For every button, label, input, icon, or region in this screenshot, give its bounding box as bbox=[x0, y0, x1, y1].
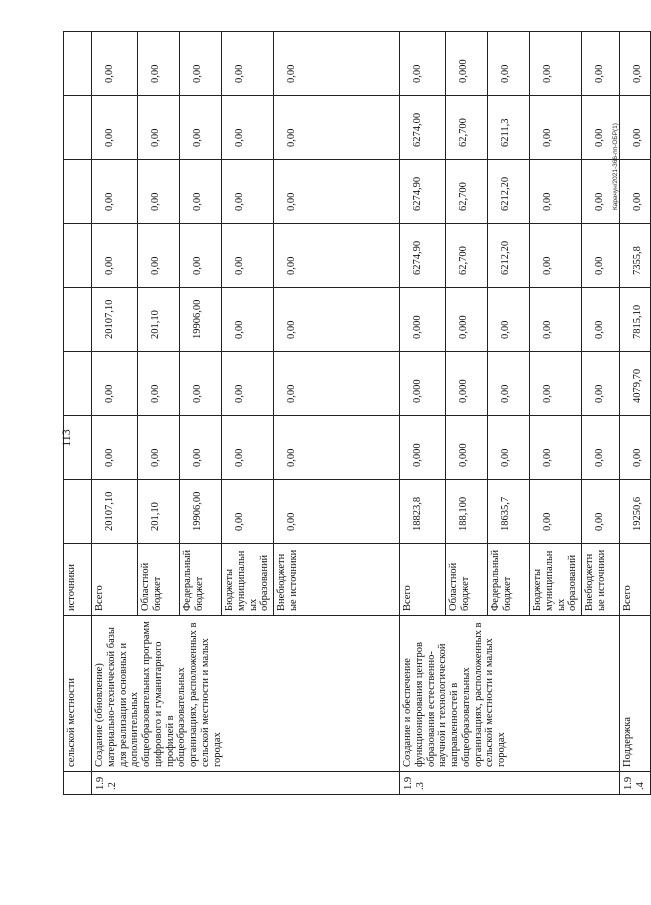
amount-cell: 4079,70 bbox=[620, 352, 651, 416]
amount-cell: 0,00 bbox=[620, 160, 651, 224]
amount-cell: 62,700 bbox=[446, 96, 488, 160]
amount-cell: 0,000 bbox=[400, 288, 446, 352]
header-sources-label: источники bbox=[64, 544, 92, 616]
amount-cell: 0,00 bbox=[222, 288, 274, 352]
funding-source: Всего bbox=[92, 544, 138, 616]
amount-cell: 0,00 bbox=[620, 32, 651, 96]
header-empty-cell bbox=[64, 224, 92, 288]
table-row bbox=[620, 32, 651, 795]
amount-cell: 6212,20 bbox=[488, 224, 530, 288]
section-code: 1.9.2 bbox=[92, 772, 400, 795]
amount-cell: 7815,10 bbox=[620, 288, 651, 352]
funding-source: Бюджеты муниципальных образований bbox=[530, 544, 582, 616]
amount-cell: 0,00 bbox=[180, 32, 222, 96]
header-empty-cell bbox=[64, 160, 92, 224]
amount-cell: 0,00 bbox=[488, 352, 530, 416]
amount-cell: 0,00 bbox=[222, 32, 274, 96]
amount-cell: 20107,10 bbox=[92, 288, 138, 352]
amount-cell: 18823,8 bbox=[400, 480, 446, 544]
amount-cell: 0,00 bbox=[274, 224, 400, 288]
page-number: 113 bbox=[59, 429, 73, 447]
amount-cell: 62,700 bbox=[446, 224, 488, 288]
amount-cell: 0,00 bbox=[138, 224, 180, 288]
amount-cell: 6212,20 bbox=[488, 160, 530, 224]
amount-cell: 0,00 bbox=[620, 416, 651, 480]
section-name: Поддержка bbox=[620, 616, 651, 772]
funding-source: Всего bbox=[400, 544, 446, 616]
amount-cell: 0,00 bbox=[138, 32, 180, 96]
amount-cell: 0,00 bbox=[530, 288, 582, 352]
rotated-table-container bbox=[63, 32, 646, 795]
funding-source: Областной бюджет bbox=[446, 544, 488, 616]
amount-cell: 0,00 bbox=[530, 352, 582, 416]
section-name: Создание (обновление) материально-технической базы для реализации основных и дополнительных общеобразовательных программ цифрового и гуманитарного профилей в общеобразовательных организациях, расположенных в сельской местности и малых городах bbox=[92, 616, 400, 772]
funding-source: Всего bbox=[620, 544, 651, 616]
amount-cell: 0,00 bbox=[488, 32, 530, 96]
amount-cell: 0,000 bbox=[400, 416, 446, 480]
amount-cell: 0,00 bbox=[180, 96, 222, 160]
header-empty-cell bbox=[64, 352, 92, 416]
section-code: 1.9.3 bbox=[400, 772, 620, 795]
amount-cell: 0,00 bbox=[582, 288, 620, 352]
amount-cell: 0,00 bbox=[138, 96, 180, 160]
amount-cell: 0,000 bbox=[446, 32, 488, 96]
amount-cell: 19906,00 bbox=[180, 288, 222, 352]
amount-cell: 0,00 bbox=[530, 480, 582, 544]
section-code: 1.9.4 bbox=[620, 772, 651, 795]
amount-cell: 0,00 bbox=[400, 32, 446, 96]
funding-source: Областной бюджет bbox=[138, 544, 180, 616]
amount-cell: 0,00 bbox=[274, 96, 400, 160]
amount-cell: 0,00 bbox=[274, 352, 400, 416]
amount-cell: 0,00 bbox=[180, 352, 222, 416]
amount-cell: 0,00 bbox=[274, 32, 400, 96]
header-empty-cell bbox=[64, 480, 92, 544]
table-row bbox=[400, 32, 446, 795]
header-empty-cell bbox=[64, 32, 92, 96]
amount-cell: 6274,90 bbox=[400, 224, 446, 288]
amount-cell: 0,000 bbox=[446, 288, 488, 352]
amount-cell: 0,00 bbox=[582, 32, 620, 96]
amount-cell: 20107,10 bbox=[92, 480, 138, 544]
amount-cell: 0,00 bbox=[582, 416, 620, 480]
amount-cell: 0,00 bbox=[222, 96, 274, 160]
amount-cell: 0,00 bbox=[530, 32, 582, 96]
budget-table bbox=[63, 31, 651, 795]
amount-cell: 19906,00 bbox=[180, 480, 222, 544]
amount-cell: 201,10 bbox=[138, 288, 180, 352]
footer-code: Карачун/2021-366-пп-ОБР(1) bbox=[612, 123, 619, 210]
amount-cell: 18635,7 bbox=[488, 480, 530, 544]
amount-cell: 0,00 bbox=[530, 160, 582, 224]
header-area-label: сельской местности bbox=[64, 616, 92, 772]
amount-cell: 0,00 bbox=[582, 224, 620, 288]
amount-cell: 0,00 bbox=[92, 160, 138, 224]
amount-cell: 0,00 bbox=[92, 352, 138, 416]
amount-cell: 0,00 bbox=[138, 160, 180, 224]
amount-cell: 0,00 bbox=[180, 416, 222, 480]
table-body bbox=[64, 32, 651, 795]
funding-source: Федеральный бюджет bbox=[180, 544, 222, 616]
amount-cell: 0,00 bbox=[92, 416, 138, 480]
amount-cell: 0,00 bbox=[138, 416, 180, 480]
amount-cell: 6274,90 bbox=[400, 160, 446, 224]
amount-cell: 0,00 bbox=[180, 224, 222, 288]
funding-source: Федеральный бюджет bbox=[488, 544, 530, 616]
amount-cell: 0,00 bbox=[274, 416, 400, 480]
amount-cell: 201,10 bbox=[138, 480, 180, 544]
amount-cell: 0,000 bbox=[400, 352, 446, 416]
amount-cell: 0,00 bbox=[620, 96, 651, 160]
amount-cell: 0,00 bbox=[222, 416, 274, 480]
amount-cell: 0,00 bbox=[582, 160, 620, 224]
funding-source: Внебюджетные источники bbox=[582, 544, 620, 616]
amount-cell: 7355,8 bbox=[620, 224, 651, 288]
header-row bbox=[64, 32, 92, 795]
amount-cell: 0,00 bbox=[222, 352, 274, 416]
amount-cell: 0,00 bbox=[180, 160, 222, 224]
amount-cell: 0,00 bbox=[530, 96, 582, 160]
amount-cell: 0,00 bbox=[274, 160, 400, 224]
amount-cell: 6211,3 bbox=[488, 96, 530, 160]
amount-cell: 0,00 bbox=[582, 352, 620, 416]
table-row bbox=[92, 32, 138, 795]
amount-cell: 6274,00 bbox=[400, 96, 446, 160]
amount-cell: 0,000 bbox=[446, 352, 488, 416]
amount-cell: 0,000 bbox=[446, 416, 488, 480]
amount-cell: 0,00 bbox=[530, 416, 582, 480]
amount-cell: 0,00 bbox=[138, 352, 180, 416]
amount-cell: 0,00 bbox=[274, 288, 400, 352]
header-code-cell bbox=[64, 772, 92, 795]
amount-cell: 0,00 bbox=[222, 224, 274, 288]
header-empty-cell bbox=[64, 288, 92, 352]
amount-cell: 0,00 bbox=[222, 160, 274, 224]
amount-cell: 62,700 bbox=[446, 160, 488, 224]
amount-cell: 0,00 bbox=[488, 288, 530, 352]
amount-cell: 0,00 bbox=[92, 96, 138, 160]
amount-cell: 0,00 bbox=[222, 480, 274, 544]
amount-cell: 19250,6 bbox=[620, 480, 651, 544]
amount-cell: 0,00 bbox=[92, 224, 138, 288]
header-empty-cell bbox=[64, 96, 92, 160]
amount-cell: 0,00 bbox=[274, 480, 400, 544]
section-name: Создание и обеспечение функционирования центров образования естественно-научной и технологической направленностей в общеобразовательных организациях, расположенных в сельской местности и малых городах bbox=[400, 616, 620, 772]
amount-cell: 0,00 bbox=[488, 416, 530, 480]
amount-cell: 0,00 bbox=[92, 32, 138, 96]
funding-source: Внебюджетные источники bbox=[274, 544, 400, 616]
funding-source: Бюджеты муниципальных образований bbox=[222, 544, 274, 616]
amount-cell: 0,00 bbox=[582, 96, 620, 160]
amount-cell: 0,00 bbox=[582, 480, 620, 544]
amount-cell: 0,00 bbox=[530, 224, 582, 288]
amount-cell: 188,100 bbox=[446, 480, 488, 544]
